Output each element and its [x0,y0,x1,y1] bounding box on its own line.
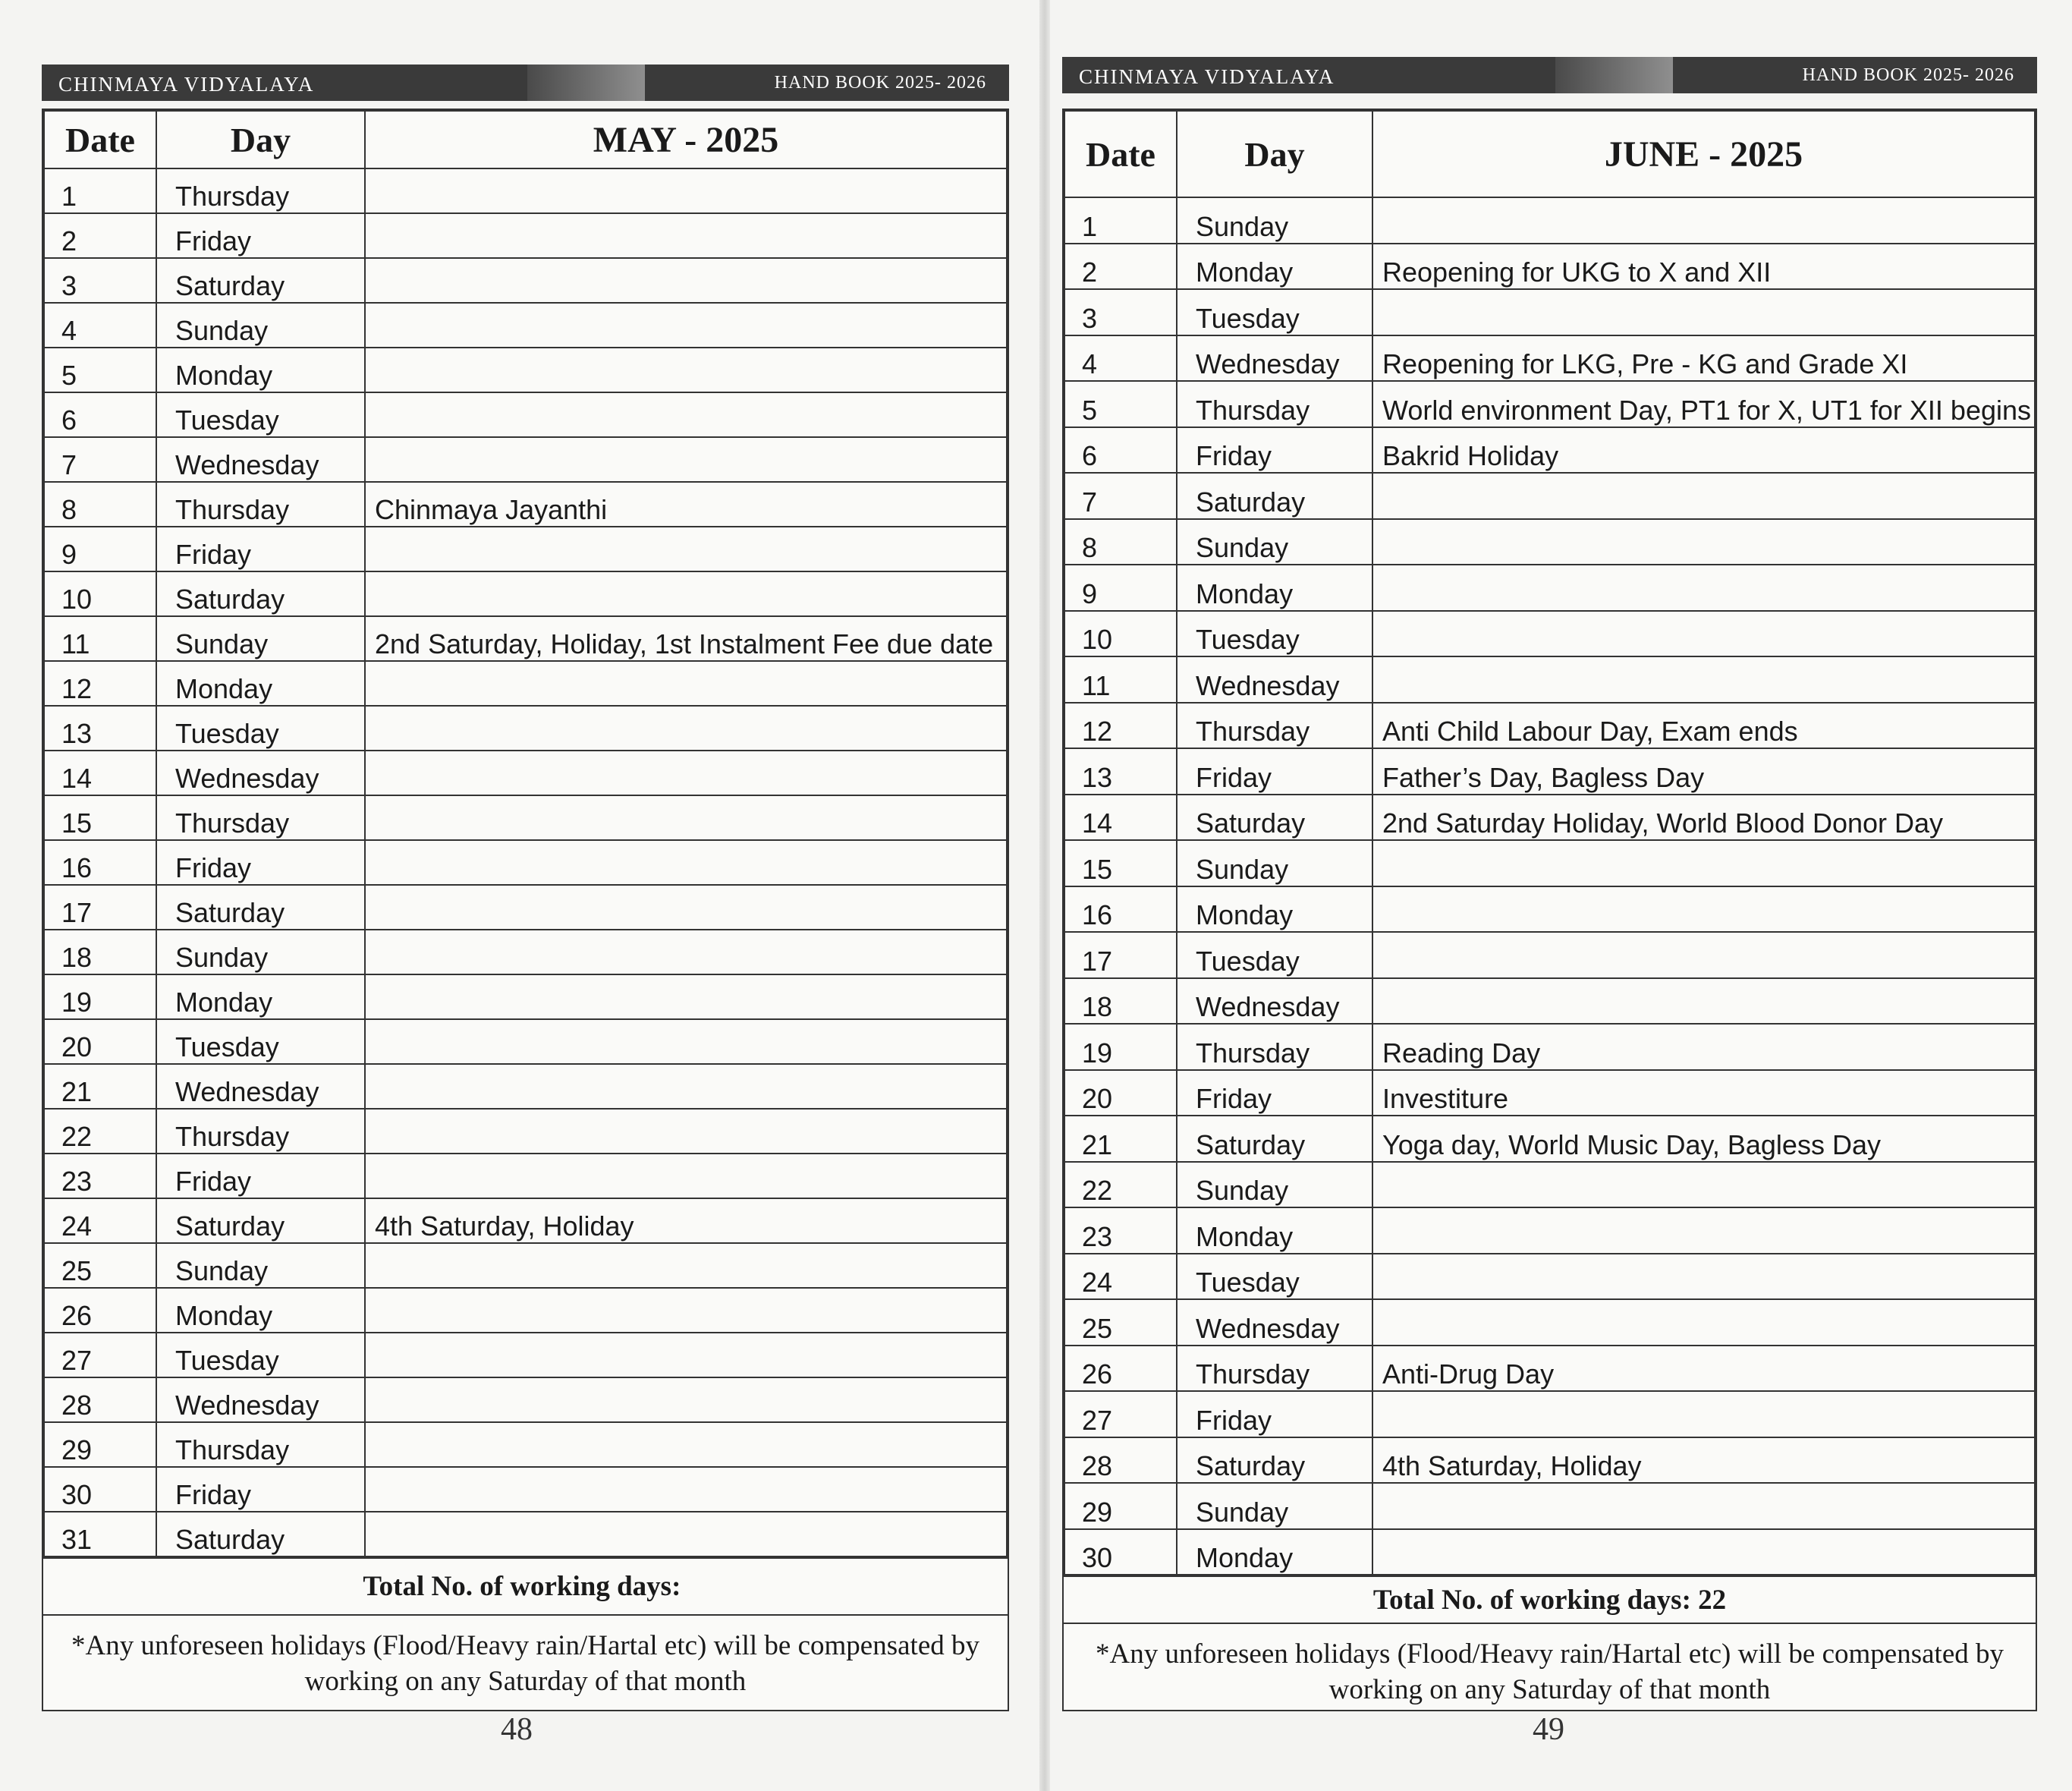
date-cell: 1 [44,168,156,213]
date-cell: 10 [44,571,156,616]
working-days-total [1064,1575,2036,1623]
day-cell: Tuesday [156,1333,365,1377]
table-row [44,168,1007,213]
page-number: 48 [501,1712,533,1747]
page-june [1062,57,2037,1757]
date-cell: 21 [1064,1116,1177,1162]
table-row [44,751,1007,795]
day-cell: Friday [156,213,365,258]
day-cell: Saturday [156,1512,365,1557]
event-cell [365,661,1007,706]
day-cell: Friday [156,1467,365,1512]
date-cell: 8 [44,482,156,527]
day-cell: Friday [1177,748,1372,795]
handbook-label: HAND BOOK 2025- 2026 [1673,57,2037,93]
event-cell: Reopening for LKG, Pre - KG and Grade XI [1372,335,2035,382]
event-cell [1372,840,2035,886]
calendar-rows [1064,197,2035,1575]
event-cell: 2nd Saturday, Holiday, 1st Instalment Fee due date [365,616,1007,661]
month-title: JUNE - 2025 [1372,111,2035,197]
date-cell: 2 [1064,244,1177,290]
total-value: 22 [1698,1584,1727,1616]
date-cell: 9 [44,527,156,571]
day-cell: Wednesday [1177,978,1372,1025]
table-row [1064,748,2035,795]
table-row [44,1154,1007,1198]
table-row [44,1512,1007,1557]
day-cell: Monday [1177,1529,1372,1575]
event-cell [1372,519,2035,565]
calendar-table [1064,110,2036,1575]
day-cell: Sunday [1177,197,1372,244]
day-cell: Saturday [156,571,365,616]
table-row [44,1064,1007,1109]
event-cell [365,392,1007,437]
table-row [44,795,1007,840]
event-cell [1372,886,2035,933]
event-cell [1372,1391,2035,1437]
date-cell: 8 [1064,519,1177,565]
table-row [44,258,1007,303]
date-cell: 7 [44,437,156,482]
event-cell [1372,1299,2035,1346]
day-cell: Sunday [156,930,365,974]
event-cell [1372,656,2035,703]
event-cell: Chinmaya Jayanthi [365,482,1007,527]
event-cell [1372,611,2035,657]
day-cell: Saturday [1177,1116,1372,1162]
event-cell [1372,932,2035,978]
event-cell [1372,1529,2035,1575]
date-cell: 11 [1064,656,1177,703]
event-cell [1372,1483,2035,1529]
table-row [44,974,1007,1019]
table-row [1064,1346,2035,1392]
event-cell [365,751,1007,795]
date-cell: 15 [1064,840,1177,886]
event-cell [365,974,1007,1019]
table-row [1064,1391,2035,1437]
date-cell: 1 [1064,197,1177,244]
event-cell [365,168,1007,213]
event-cell: Yoga day, World Music Day, Bagless Day [1372,1116,2035,1162]
table-row [1064,244,2035,290]
date-cell: 20 [1064,1070,1177,1116]
table-row [1064,381,2035,427]
date-cell: 27 [1064,1391,1177,1437]
date-cell: 13 [1064,748,1177,795]
table-row [1064,886,2035,933]
day-cell: Friday [156,840,365,885]
date-cell: 14 [44,751,156,795]
date-cell: 28 [44,1377,156,1422]
day-cell: Wednesday [1177,1299,1372,1346]
day-cell: Sunday [156,303,365,348]
event-cell: 2nd Saturday Holiday, World Blood Donor Day [1372,795,2035,841]
table-row [1064,565,2035,611]
day-cell: Friday [1177,1070,1372,1116]
date-cell: 27 [44,1333,156,1377]
handbook-label: HAND BOOK 2025- 2026 [645,65,1009,101]
school-name: CHINMAYA VIDYALAYA [42,65,527,101]
date-cell: 2 [44,213,156,258]
day-cell: Thursday [156,168,365,213]
date-cell: 25 [1064,1299,1177,1346]
event-cell [365,303,1007,348]
date-cell: 11 [44,616,156,661]
date-cell: 16 [44,840,156,885]
day-cell: Thursday [1177,1346,1372,1392]
event-cell [365,1377,1007,1422]
table-row [1064,427,2035,474]
day-cell: Friday [1177,427,1372,474]
day-cell: Sunday [156,1243,365,1288]
book-spine [1039,0,1050,1791]
day-cell: Sunday [1177,840,1372,886]
table-row [1064,840,2035,886]
table-row [44,1288,1007,1333]
date-cell: 4 [44,303,156,348]
page-number: 49 [1533,1712,1564,1747]
table-row [44,1377,1007,1422]
table-row [1064,1116,2035,1162]
event-cell [365,840,1007,885]
table-row [1064,289,2035,335]
date-cell: 6 [1064,427,1177,474]
day-cell: Sunday [1177,1162,1372,1208]
calendar-rows [44,168,1007,1557]
table-row [1064,1299,2035,1346]
day-cell: Tuesday [156,1019,365,1064]
event-cell [1372,197,2035,244]
event-cell [365,1154,1007,1198]
event-cell [365,348,1007,392]
date-cell: 21 [44,1064,156,1109]
date-cell: 16 [1064,886,1177,933]
date-cell: 19 [1064,1024,1177,1070]
header-divider [527,65,664,101]
date-cell: 4 [1064,335,1177,382]
day-cell: Monday [156,1288,365,1333]
table-row [44,213,1007,258]
calendar-table [43,110,1008,1557]
event-cell: 4th Saturday, Holiday [365,1198,1007,1243]
table-row [44,392,1007,437]
event-cell [365,1422,1007,1467]
event-cell: Investiture [1372,1070,2035,1116]
table-row [44,1467,1007,1512]
table-row [44,303,1007,348]
event-cell: Father’s Day, Bagless Day [1372,748,2035,795]
date-cell: 6 [44,392,156,437]
table-row [44,840,1007,885]
table-row [44,885,1007,930]
event-cell [365,1288,1007,1333]
holiday-note: *Any unforeseen holidays (Flood/Heavy rain/Hartal etc) will be compensated by working on any Saturday of that month [1064,1623,2036,1708]
date-cell: 14 [1064,795,1177,841]
day-cell: Saturday [156,1198,365,1243]
date-cell: 20 [44,1019,156,1064]
month-title: MAY - 2025 [365,111,1007,168]
event-cell [365,1019,1007,1064]
day-cell: Saturday [1177,1437,1372,1484]
day-cell: Saturday [1177,473,1372,519]
event-cell [1372,473,2035,519]
holiday-note: *Any unforeseen holidays (Flood/Heavy rain/Hartal etc) will be compensated by working on any Saturday of that month [43,1614,1008,1705]
table-row [1064,1437,2035,1484]
day-cell: Sunday [156,616,365,661]
event-cell [1372,289,2035,335]
date-cell: 17 [44,885,156,930]
event-cell [365,571,1007,616]
date-column-header: Date [44,111,156,168]
date-cell: 3 [1064,289,1177,335]
day-cell: Tuesday [156,392,365,437]
date-cell: 5 [1064,381,1177,427]
date-cell: 29 [44,1422,156,1467]
day-cell: Sunday [1177,1483,1372,1529]
day-cell: Thursday [1177,1024,1372,1070]
day-cell: Thursday [1177,703,1372,749]
date-cell: 18 [44,930,156,974]
date-cell: 23 [44,1154,156,1198]
calendar-sheet [42,109,1009,1711]
day-cell: Sunday [1177,519,1372,565]
table-row [1064,932,2035,978]
date-cell: 28 [1064,1437,1177,1484]
event-cell: Bakrid Holiday [1372,427,2035,474]
day-cell: Saturday [156,885,365,930]
date-cell: 7 [1064,473,1177,519]
event-cell [365,706,1007,751]
table-row [1064,1254,2035,1300]
calendar-sheet [1062,109,2037,1711]
event-cell [1372,1162,2035,1208]
day-cell: Thursday [156,1109,365,1154]
event-cell [365,1109,1007,1154]
date-cell: 15 [44,795,156,840]
table-row [44,437,1007,482]
date-cell: 19 [44,974,156,1019]
school-name: CHINMAYA VIDYALAYA [1062,57,1555,93]
date-column-header: Date [1064,111,1177,197]
table-row [44,571,1007,616]
date-cell: 9 [1064,565,1177,611]
event-cell: 4th Saturday, Holiday [1372,1437,2035,1484]
page-may [42,65,1009,1757]
event-cell: World environment Day, PT1 for X, UT1 for XII begins [1372,381,2035,427]
table-row [44,706,1007,751]
date-cell: 24 [44,1198,156,1243]
table-row [44,348,1007,392]
event-cell: Anti Child Labour Day, Exam ends [1372,703,2035,749]
event-cell [1372,1207,2035,1254]
event-cell [365,1333,1007,1377]
day-cell: Wednesday [156,1064,365,1109]
day-cell: Monday [1177,886,1372,933]
event-cell: Anti-Drug Day [1372,1346,2035,1392]
date-cell: 26 [1064,1346,1177,1392]
day-cell: Friday [1177,1391,1372,1437]
event-cell [1372,978,2035,1025]
total-label: Total No. of working days: [363,1571,681,1602]
date-cell: 31 [44,1512,156,1557]
table-row [44,1198,1007,1243]
day-cell: Tuesday [1177,611,1372,657]
event-cell [365,795,1007,840]
day-cell: Thursday [1177,381,1372,427]
table-row [44,616,1007,661]
event-cell [365,1064,1007,1109]
event-cell [365,437,1007,482]
table-row [44,1333,1007,1377]
event-cell: Reopening for UKG to X and XII [1372,244,2035,290]
date-cell: 25 [44,1243,156,1288]
day-cell: Thursday [156,1422,365,1467]
date-cell: 3 [44,258,156,303]
date-cell: 30 [1064,1529,1177,1575]
event-cell [1372,565,2035,611]
day-cell: Wednesday [156,1377,365,1422]
event-cell [365,930,1007,974]
date-cell: 22 [44,1109,156,1154]
day-cell: Saturday [156,258,365,303]
header-divider [1555,57,1692,93]
table-row [44,930,1007,974]
date-cell: 29 [1064,1483,1177,1529]
event-cell [365,527,1007,571]
table-row [44,1422,1007,1467]
table-row [44,661,1007,706]
date-cell: 5 [44,348,156,392]
day-cell: Friday [156,1154,365,1198]
day-cell: Tuesday [1177,932,1372,978]
table-row [1064,1070,2035,1116]
table-row [1064,1207,2035,1254]
day-cell: Monday [156,974,365,1019]
table-row [44,1243,1007,1288]
total-label: Total No. of working days: [1372,1584,1691,1616]
day-cell: Wednesday [156,751,365,795]
table-row [1064,1483,2035,1529]
date-cell: 18 [1064,978,1177,1025]
table-row [1064,335,2035,382]
table-row [1064,611,2035,657]
date-cell: 17 [1064,932,1177,978]
table-row [1064,978,2035,1025]
day-cell: Friday [156,527,365,571]
page-header [42,65,1009,101]
day-cell: Wednesday [1177,656,1372,703]
day-cell: Monday [156,661,365,706]
table-row [1064,519,2035,565]
table-row [44,527,1007,571]
table-row [1064,703,2035,749]
date-cell: 13 [44,706,156,751]
event-cell [365,213,1007,258]
table-row [1064,1529,2035,1575]
table-row [1064,197,2035,244]
table-row [1064,1024,2035,1070]
day-cell: Monday [1177,1207,1372,1254]
day-cell: Monday [1177,244,1372,290]
table-row [1064,1162,2035,1208]
day-cell: Thursday [156,482,365,527]
date-cell: 22 [1064,1162,1177,1208]
table-row [1064,473,2035,519]
table-row [44,1109,1007,1154]
event-cell [1372,1254,2035,1300]
date-cell: 26 [44,1288,156,1333]
day-column-header: Day [1177,111,1372,197]
day-cell: Monday [1177,565,1372,611]
day-cell: Wednesday [156,437,365,482]
table-row [44,482,1007,527]
day-cell: Tuesday [1177,289,1372,335]
event-cell [365,885,1007,930]
date-cell: 12 [1064,703,1177,749]
page-header [1062,57,2037,93]
date-cell: 24 [1064,1254,1177,1300]
date-cell: 12 [44,661,156,706]
date-cell: 30 [44,1467,156,1512]
day-cell: Saturday [1177,795,1372,841]
table-row [1064,656,2035,703]
table-row [1064,795,2035,841]
event-cell [365,258,1007,303]
event-cell [365,1467,1007,1512]
event-cell: Reading Day [1372,1024,2035,1070]
day-cell: Monday [156,348,365,392]
day-column-header: Day [156,111,365,168]
event-cell [365,1243,1007,1288]
day-cell: Tuesday [1177,1254,1372,1300]
day-cell: Thursday [156,795,365,840]
date-cell: 23 [1064,1207,1177,1254]
day-cell: Tuesday [156,706,365,751]
date-cell: 10 [1064,611,1177,657]
event-cell [365,1512,1007,1557]
working-days-total [43,1557,1008,1614]
day-cell: Wednesday [1177,335,1372,382]
table-row [44,1019,1007,1064]
